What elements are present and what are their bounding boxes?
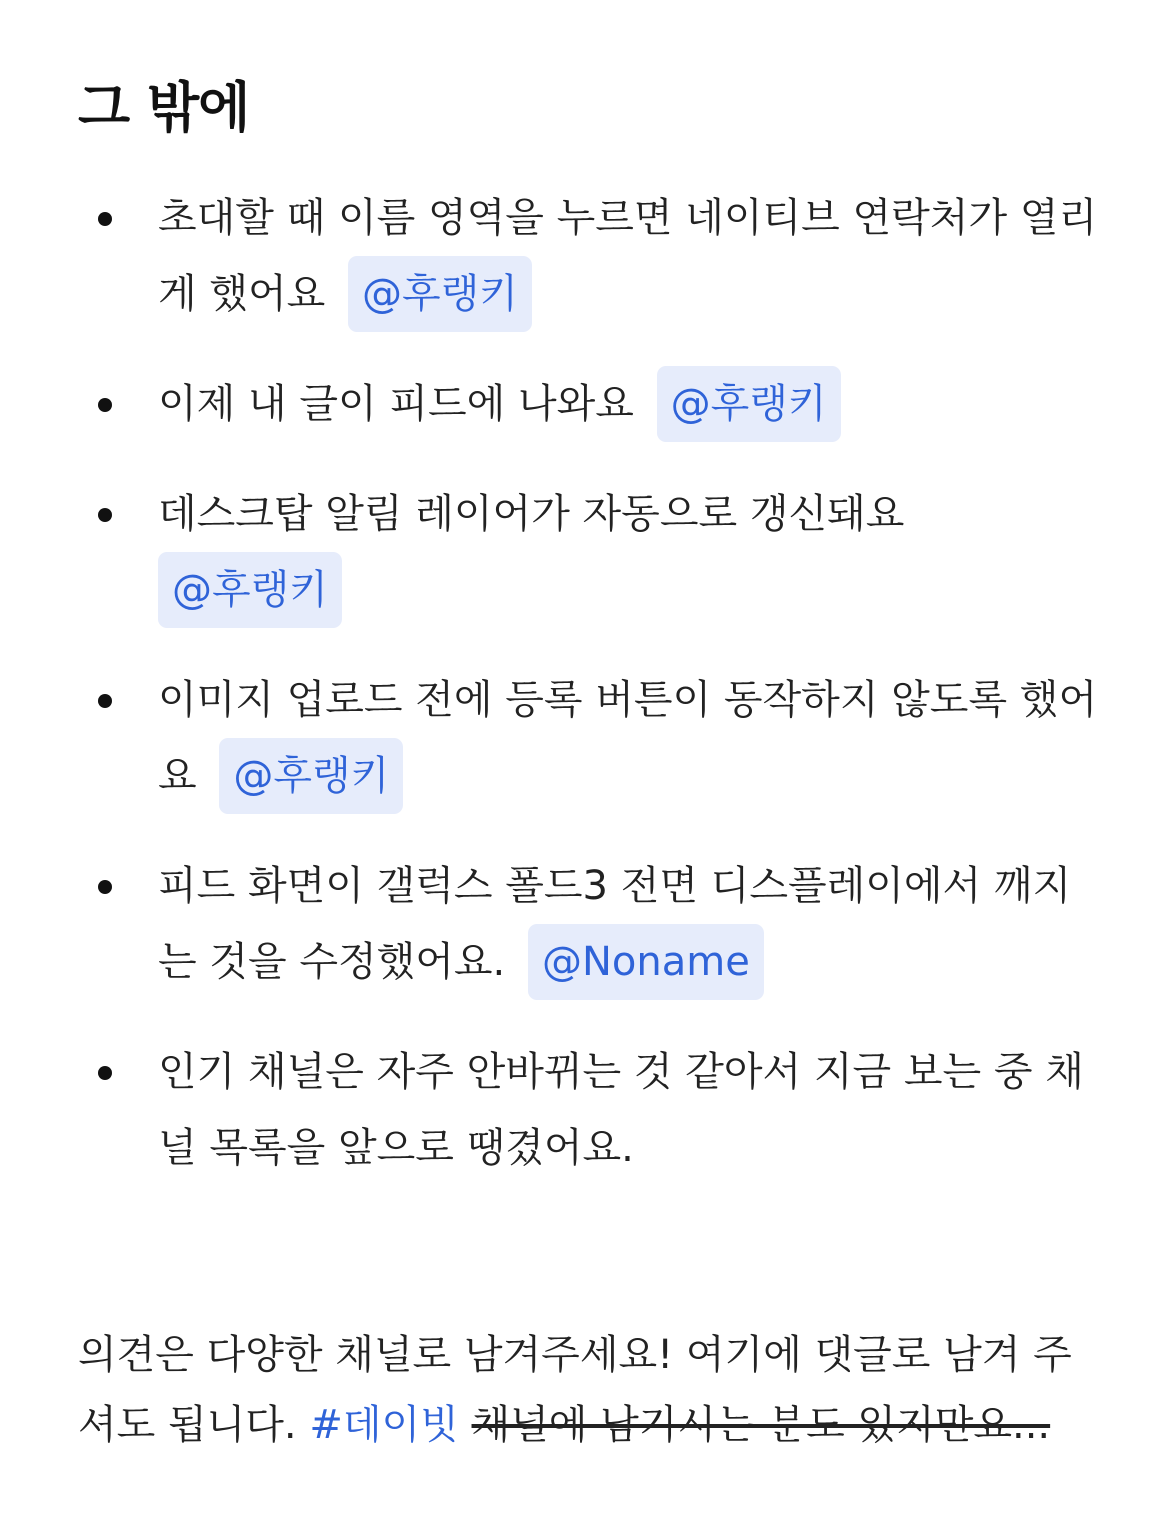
feedback-paragraph [78,1320,1098,1460]
item-text: 이미지 업로드 전에 등록 버튼이 동작하지 않도록 했어요 [158,677,1098,799]
list-item [78,1034,1098,1186]
list-item [78,848,1098,1000]
user-mention[interactable]: @후랭키 [158,552,342,628]
strikethrough-text: 채널에 남기시는 분도 있지만요... [471,1402,1051,1448]
changes-list [78,180,1098,1220]
section-heading: 그 밖에 [78,76,250,139]
bullet-icon [98,508,112,522]
user-mention[interactable]: @후랭키 [219,738,403,814]
item-text: 데스크탑 알림 레이어가 자동으로 갱신돼요 [158,491,905,537]
channel-hashtag-link[interactable]: #데이빗 [309,1402,459,1448]
list-item [78,476,1098,628]
bullet-icon [98,398,112,412]
bullet-icon [98,212,112,226]
bullet-icon [98,880,112,894]
list-item [78,180,1098,332]
item-text: 초대할 때 이름 영역을 누르면 네이티브 연락처가 열리게 했어요 [158,195,1098,317]
item-text: 피드 화면이 갤럭스 폴드3 전면 디스플레이에서 깨지는 것을 수정했어요. [158,863,1072,985]
list-item [78,662,1098,814]
feedback-text: 의견은 다양한 채널로 남겨주세요! 여기에 댓글로 남겨 주셔도 됩니다. [78,1332,1072,1448]
user-mention[interactable]: @Noname [528,924,764,1000]
list-item [78,366,1098,442]
item-text: 인기 채널은 자주 안바뀌는 것 같아서 지금 보는 중 채널 목록을 앞으로 땡겼어요. [158,1049,1084,1171]
bullet-icon [98,694,112,708]
item-text: 이제 내 글이 피드에 나와요 [158,381,634,427]
bullet-icon [98,1066,112,1080]
user-mention[interactable]: @후랭키 [657,366,841,442]
user-mention[interactable]: @후랭키 [348,256,532,332]
